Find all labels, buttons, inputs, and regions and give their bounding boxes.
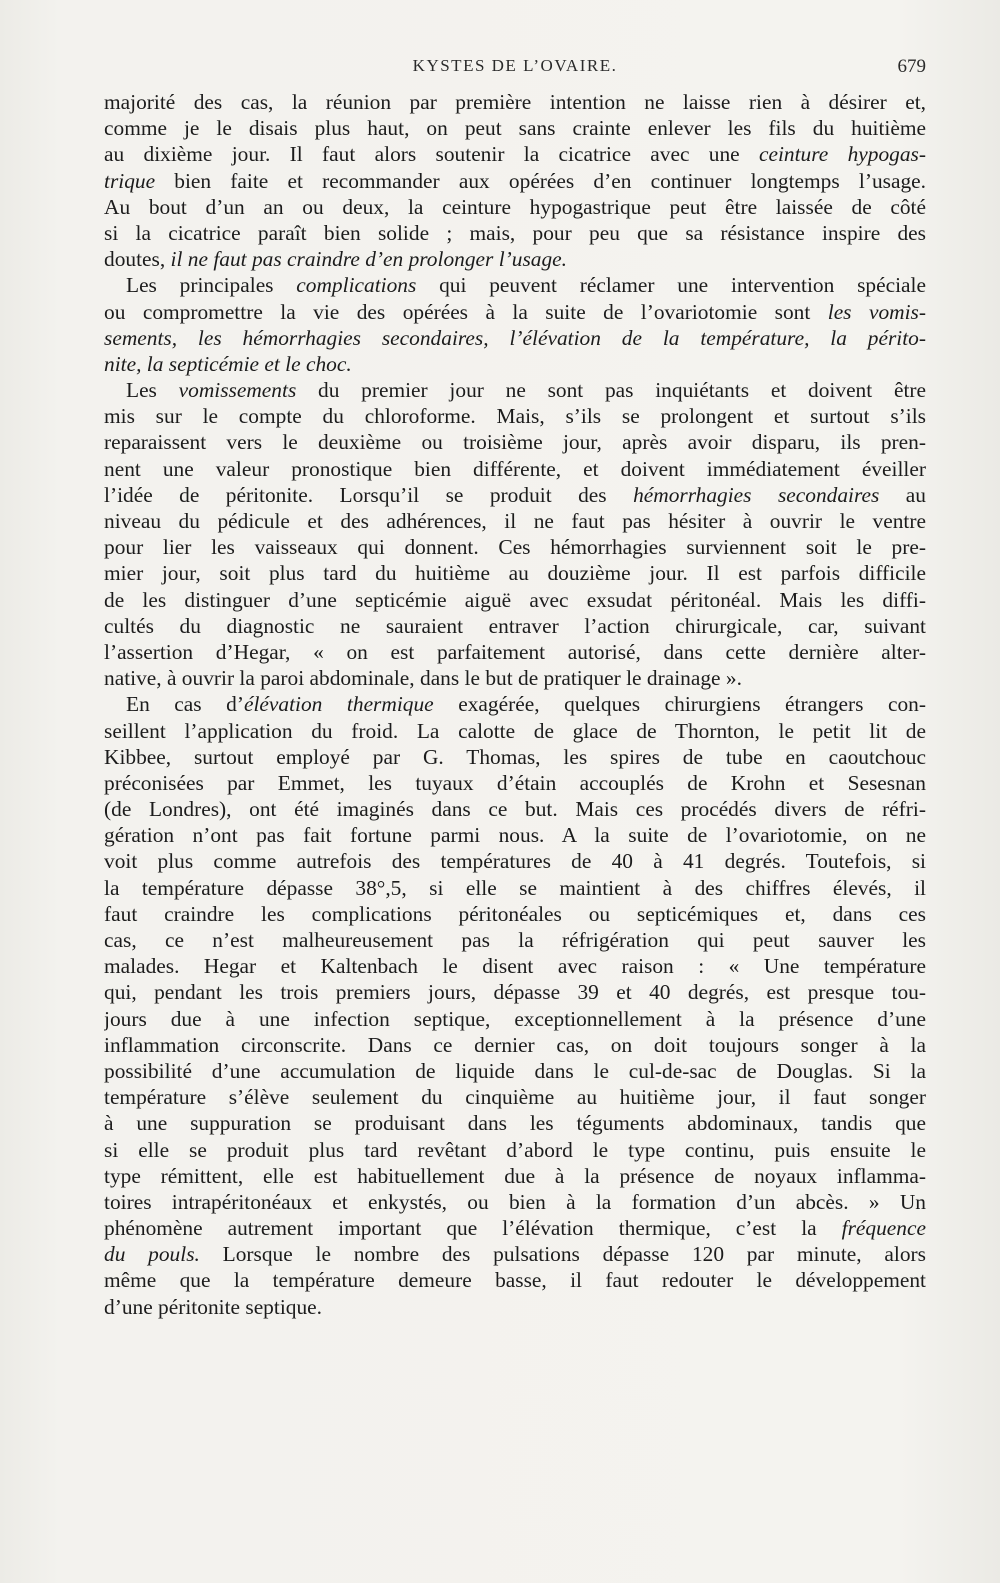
text-segment: nent une valeur pronostique bien différente, et doivent immédiatement éveiller — [104, 456, 926, 481]
italic-text: fréquence — [841, 1216, 926, 1241]
text-line — [104, 325, 926, 351]
text-line — [104, 1163, 926, 1189]
text-line — [104, 141, 926, 167]
text-segment: gération n’ont pas fait fortune parmi nous. A la suite de l’ovariotomie, on ne — [104, 823, 926, 848]
text-line — [104, 377, 926, 403]
text-line — [104, 246, 926, 272]
text-segment: au dixième jour. Il faut alors soutenir la cicatrice avec une — [104, 142, 759, 167]
text-segment: majorité des cas, la réunion par première intention ne laisse rien à désirer et, — [104, 90, 926, 114]
text-segment: l’idée de péritonite. Lorsqu’il se produit des — [104, 482, 634, 507]
text-segment: phénomène autrement important que l’élévation thermique, c’est la — [104, 1216, 842, 1241]
text-segment: qui, pendant les trois premiers jours, dépasse 39 et 40 degrés, est presque tou- — [104, 980, 926, 1005]
text-line — [104, 1241, 926, 1267]
text-segment: Lorsque le nombre des pulsations dépasse 120 par minute, alors — [199, 1242, 926, 1267]
text-line — [104, 403, 926, 429]
text-line — [104, 456, 926, 482]
italic-text: ceinture hypogas- — [758, 142, 926, 167]
text-segment: d’une péritonite septique. — [104, 1294, 323, 1319]
italic-text: nite, la septicémie et le choc. — [104, 351, 352, 376]
text-segment: Les principales — [126, 273, 297, 298]
text-segment: température s’élève seulement du cinquième au huitième jour, il faut songer — [104, 1085, 926, 1110]
text-line — [104, 220, 926, 246]
text-line — [104, 1058, 926, 1084]
text-segment: exagérée, quelques chirurgiens étrangers con- — [433, 692, 926, 717]
running-title: KYSTES DE L’OVAIRE. — [412, 56, 618, 75]
text-segment: de les distinguer d’une septicémie aiguë avec exsudat péritonéal. Mais les diffi- — [104, 587, 926, 612]
text-line — [104, 272, 926, 298]
text-segment: préconisées par Emmet, les tuyaux d’étain accouplés de Krohn et Sesesnan — [104, 770, 926, 795]
text-segment: inflammation circonscrite. Dans ce dernier cas, on doit toujours songer à la — [104, 1032, 926, 1057]
text-line — [104, 115, 926, 141]
text-line — [104, 665, 926, 691]
italic-text: du pouls. — [104, 1242, 200, 1267]
text-segment: qui peuvent réclamer une intervention spéciale — [416, 273, 926, 298]
text-segment: comme je le disais plus haut, on peut sans crainte enlever les fils du huitième — [104, 116, 926, 141]
text-segment: cultés du diagnostic ne sauraient entraver l’action chirurgicale, car, suivant — [104, 613, 926, 638]
text-segment: faut craindre les complications péritonéales ou septicémiques et, dans ces — [104, 901, 926, 926]
text-segment: (de Londres), ont été imaginés dans ce but. Mais ces procédés divers de réfri- — [104, 797, 926, 822]
text-line — [104, 168, 926, 194]
text-line — [104, 1137, 926, 1163]
text-line — [104, 613, 926, 639]
text-segment: la température dépasse 38°,5, si elle se maintient à des chiffres élevés, il — [104, 875, 926, 900]
text-line — [104, 1032, 926, 1058]
text-line — [104, 1084, 926, 1110]
text-line — [104, 508, 926, 534]
text-segment: Les — [126, 378, 179, 403]
text-line — [104, 770, 926, 796]
text-segment: au — [879, 482, 926, 507]
text-line — [104, 822, 926, 848]
text-line — [104, 194, 926, 220]
text-line — [104, 744, 926, 770]
text-segment: native, à ouvrir la paroi abdominale, dans le but de pratiquer le drainage ». — [104, 666, 742, 691]
text-segment: même que la température demeure basse, il faut redouter le développement — [104, 1268, 926, 1293]
text-line — [104, 89, 926, 115]
italic-text: hémorrhagies secondaires — [633, 482, 880, 507]
text-line — [104, 1006, 926, 1032]
text-segment: mis sur le compte du chloroforme. Mais, s’ils se prolongent et surtout s’ils — [104, 404, 926, 429]
text-line — [104, 1267, 926, 1293]
text-segment: doutes, — [104, 247, 171, 272]
text-segment: niveau du pédicule et des adhérences, il ne faut pas hésiter à ouvrir le ventre — [104, 509, 926, 533]
text-segment: si la cicatrice paraît bien solide ; mais, pour peu que sa résistance inspire des — [104, 220, 926, 245]
text-segment: En cas d’ — [126, 692, 244, 717]
text-line — [104, 691, 926, 717]
text-line — [104, 1110, 926, 1136]
text-line — [104, 1215, 926, 1241]
italic-text: trique — [104, 168, 156, 193]
text-segment: Kibbee, surtout employé par G. Thomas, les spires de tube en caoutchouc — [104, 744, 926, 769]
text-segment: bien faite et recommander aux opérées d’en continuer longtemps l’usage. — [155, 168, 926, 193]
text-segment: seillent l’application du froid. La calotte de glace de Thornton, le petit lit de — [104, 718, 926, 743]
text-line — [104, 927, 926, 953]
text-segment: Au bout d’un an ou deux, la ceinture hypogastrique peut être laissée de côté — [104, 194, 926, 219]
text-line — [104, 534, 926, 560]
italic-text: élévation thermique — [243, 692, 434, 717]
text-segment: possibilité d’une accumulation de liquide dans le cul-de-sac de Douglas. Si la — [104, 1058, 926, 1083]
text-line — [104, 299, 926, 325]
text-segment: reparaissent vers le deuxième ou troisième jour, après avoir disparu, ils pren- — [104, 430, 926, 455]
page-header — [104, 56, 926, 84]
text-line — [104, 979, 926, 1005]
text-line — [104, 796, 926, 822]
text-line — [104, 482, 926, 508]
text-segment: mier jour, soit plus tard du huitième au douzième jour. Il est parfois difficile — [104, 561, 926, 586]
italic-text: il ne faut pas craindre d’en prolonger l’usage. — [170, 247, 568, 272]
text-line — [104, 560, 926, 586]
text-line — [104, 1294, 926, 1320]
text-line — [104, 875, 926, 901]
text-segment: cas, ce n’est malheureusement pas la réfrigération qui peut sauver les — [104, 928, 926, 952]
text-segment: pour lier les vaisseaux qui donnent. Ces hémorrhagies surviennent soit le pre- — [104, 535, 926, 560]
text-line — [104, 953, 926, 979]
text-line — [104, 639, 926, 665]
page-number: 679 — [897, 56, 926, 77]
italic-text: sements, les hémorrhagies secondaires, l’élévation de la température, la périto- — [104, 325, 926, 350]
text-line — [104, 901, 926, 927]
text-line — [104, 351, 926, 377]
text-line — [104, 718, 926, 744]
text-segment: jours due à une infection septique, exceptionnellement à la présence d’une — [104, 1006, 926, 1031]
italic-text: les vomis- — [827, 299, 926, 324]
text-segment: du premier jour ne sont pas inquiétants et doivent être — [296, 378, 926, 403]
text-segment: toires intrapéritonéaux et enkystés, ou bien à la formation d’un abcès. » Un — [104, 1189, 926, 1214]
text-line — [104, 587, 926, 613]
text-line — [104, 429, 926, 455]
text-segment: voit plus comme autrefois des températures de 40 à 41 degrés. Toutefois, si — [104, 849, 926, 874]
italic-text: complications — [296, 273, 417, 298]
text-segment: type rémittent, elle est habituellement due à la présence de noyaux inflamma- — [104, 1163, 926, 1188]
text-line — [104, 848, 926, 874]
text-segment: si elle se produit plus tard revêtant d’abord le type continu, puis ensuite le — [104, 1137, 926, 1162]
text-segment: malades. Hegar et Kaltenbach le disent avec raison : « Une température — [104, 954, 926, 979]
text-line — [104, 1189, 926, 1215]
text-segment: ou compromettre la vie des opérées à la suite de l’ovariotomie sont — [104, 299, 828, 324]
italic-text: vomissements — [178, 378, 297, 403]
text-segment: à une suppuration se produisant dans les téguments abdominaux, tandis que — [104, 1111, 926, 1136]
text-segment: l’assertion d’Hegar, « on est parfaitement autorisé, dans cette dernière alter- — [104, 639, 926, 664]
body-text — [104, 89, 926, 1320]
